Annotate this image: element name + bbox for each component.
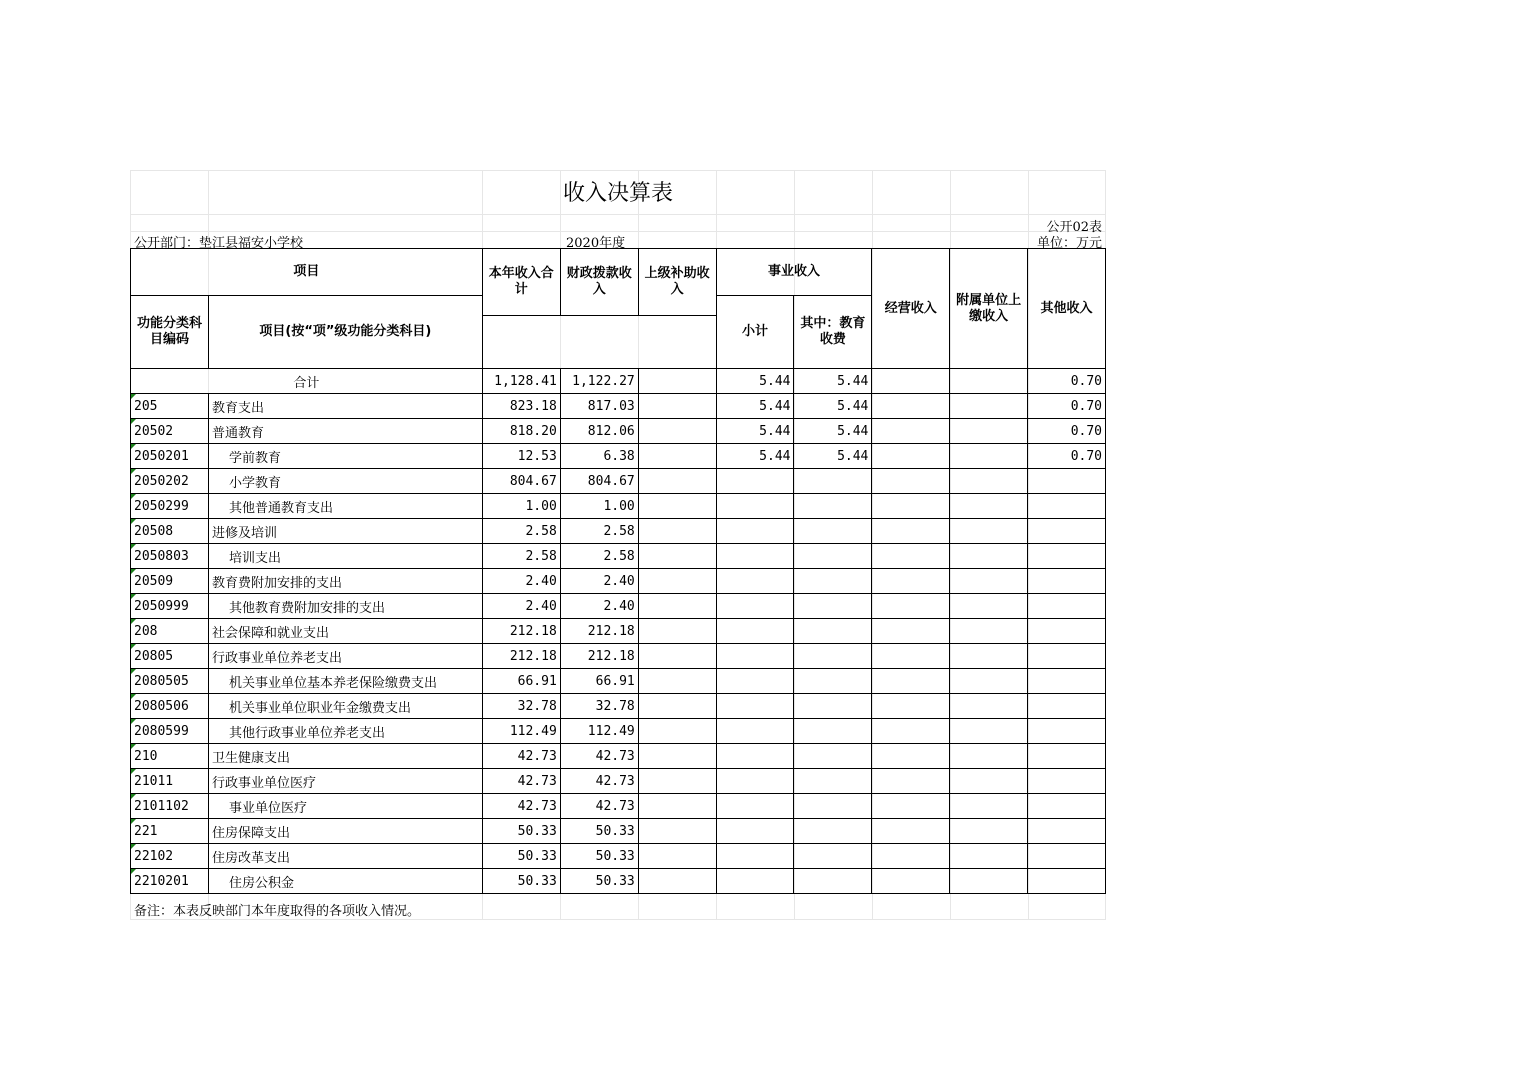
row-total: 818.20 <box>482 419 560 444</box>
row-total: 212.18 <box>482 619 560 644</box>
row-affiliated <box>950 619 1028 644</box>
row-name: 进修及培训 <box>208 519 482 544</box>
row-subtotal <box>716 544 794 569</box>
row-edu-fee: 5.44 <box>794 419 872 444</box>
table-row <box>131 419 1106 444</box>
row-name: 住房保障支出 <box>208 819 482 844</box>
total-superior <box>638 369 716 394</box>
row-superior <box>638 594 716 619</box>
row-total: 42.73 <box>482 744 560 769</box>
row-name: 行政事业单位医疗 <box>208 769 482 794</box>
row-subtotal <box>716 494 794 519</box>
row-fiscal: 112.49 <box>560 719 638 744</box>
row-total: 804.67 <box>482 469 560 494</box>
row-code: 2210201 <box>131 869 209 894</box>
row-other <box>1028 669 1106 694</box>
row-subtotal <box>716 619 794 644</box>
row-affiliated <box>950 719 1028 744</box>
row-code: 2080599 <box>131 719 209 744</box>
row-other: 0.70 <box>1028 394 1106 419</box>
row-subtotal: 5.44 <box>716 419 794 444</box>
table-header <box>131 249 1106 369</box>
row-operating <box>872 694 950 719</box>
row-affiliated <box>950 394 1028 419</box>
row-name: 其他行政事业单位养老支出 <box>208 719 482 744</box>
header-operating: 经营收入 <box>872 249 950 369</box>
row-name: 教育费附加安排的支出 <box>208 569 482 594</box>
row-superior <box>638 844 716 869</box>
row-operating <box>872 794 950 819</box>
row-code: 2050299 <box>131 494 209 519</box>
row-superior <box>638 669 716 694</box>
row-fiscal: 42.73 <box>560 794 638 819</box>
row-name: 机关事业单位基本养老保险缴费支出 <box>208 669 482 694</box>
row-affiliated <box>950 494 1028 519</box>
row-fiscal: 50.33 <box>560 819 638 844</box>
total-operating <box>872 369 950 394</box>
table-row <box>131 494 1106 519</box>
total-edu-fee: 5.44 <box>794 369 872 394</box>
row-affiliated <box>950 469 1028 494</box>
row-superior <box>638 569 716 594</box>
header-fiscal: 财政拨款收入 <box>560 249 638 316</box>
row-name: 其他普通教育支出 <box>208 494 482 519</box>
row-total: 212.18 <box>482 644 560 669</box>
row-affiliated <box>950 669 1028 694</box>
row-name: 事业单位医疗 <box>208 794 482 819</box>
row-name: 卫生健康支出 <box>208 744 482 769</box>
row-subtotal <box>716 569 794 594</box>
row-other <box>1028 844 1106 869</box>
total-subtotal: 5.44 <box>716 369 794 394</box>
row-affiliated <box>950 819 1028 844</box>
unit-label: 单位：万元 <box>1036 236 1102 251</box>
row-other: 0.70 <box>1028 419 1106 444</box>
row-superior <box>638 744 716 769</box>
row-total: 50.33 <box>482 844 560 869</box>
row-affiliated <box>950 844 1028 869</box>
row-edu-fee <box>794 494 872 519</box>
row-name: 培训支出 <box>208 544 482 569</box>
row-code: 221 <box>131 819 209 844</box>
year-label: 2020年度 <box>566 236 626 251</box>
table-row <box>131 394 1106 419</box>
row-other <box>1028 569 1106 594</box>
row-total: 12.53 <box>482 444 560 469</box>
row-superior <box>638 869 716 894</box>
row-other <box>1028 594 1106 619</box>
table-row <box>131 544 1106 569</box>
row-code: 208 <box>131 619 209 644</box>
header-project: 项目 <box>131 249 483 296</box>
row-total: 1.00 <box>482 494 560 519</box>
row-other <box>1028 769 1106 794</box>
row-fiscal: 6.38 <box>560 444 638 469</box>
row-name: 住房改革支出 <box>208 844 482 869</box>
total-row <box>131 369 1106 394</box>
total-total: 1,128.41 <box>482 369 560 394</box>
row-edu-fee <box>794 594 872 619</box>
row-fiscal: 804.67 <box>560 469 638 494</box>
row-affiliated <box>950 444 1028 469</box>
table-row <box>131 594 1106 619</box>
row-total: 42.73 <box>482 794 560 819</box>
row-edu-fee <box>794 844 872 869</box>
page-title: 收入决算表 <box>562 181 673 206</box>
row-code: 2050201 <box>131 444 209 469</box>
row-code: 21011 <box>131 769 209 794</box>
row-affiliated <box>950 419 1028 444</box>
row-operating <box>872 669 950 694</box>
row-fiscal: 2.40 <box>560 569 638 594</box>
total-affiliated <box>950 369 1028 394</box>
row-edu-fee <box>794 694 872 719</box>
row-other <box>1028 869 1106 894</box>
row-operating <box>872 719 950 744</box>
row-other <box>1028 744 1106 769</box>
header-career: 事业收入 <box>716 249 872 296</box>
row-fiscal: 2.58 <box>560 544 638 569</box>
table-row <box>131 469 1106 494</box>
table-row <box>131 444 1106 469</box>
row-operating <box>872 519 950 544</box>
row-operating <box>872 469 950 494</box>
row-fiscal: 817.03 <box>560 394 638 419</box>
row-subtotal <box>716 694 794 719</box>
row-code: 2050803 <box>131 544 209 569</box>
row-affiliated <box>950 869 1028 894</box>
row-affiliated <box>950 644 1028 669</box>
row-affiliated <box>950 794 1028 819</box>
row-total: 2.40 <box>482 594 560 619</box>
row-edu-fee <box>794 869 872 894</box>
header-total: 本年收入合计 <box>482 249 560 316</box>
row-total: 50.33 <box>482 869 560 894</box>
row-name: 教育支出 <box>208 394 482 419</box>
row-operating <box>872 444 950 469</box>
row-superior <box>638 394 716 419</box>
row-superior <box>638 769 716 794</box>
row-code: 2080506 <box>131 694 209 719</box>
row-operating <box>872 419 950 444</box>
row-code: 2050202 <box>131 469 209 494</box>
row-superior <box>638 519 716 544</box>
row-code: 22102 <box>131 844 209 869</box>
row-name: 小学教育 <box>208 469 482 494</box>
header-subtotal: 小计 <box>716 296 794 369</box>
row-name: 其他教育费附加安排的支出 <box>208 594 482 619</box>
row-operating <box>872 394 950 419</box>
row-subtotal <box>716 744 794 769</box>
row-operating <box>872 594 950 619</box>
row-edu-fee <box>794 769 872 794</box>
row-superior <box>638 444 716 469</box>
total-other: 0.70 <box>1028 369 1106 394</box>
row-total: 2.58 <box>482 544 560 569</box>
row-edu-fee <box>794 619 872 644</box>
table-row <box>131 644 1106 669</box>
row-total: 42.73 <box>482 769 560 794</box>
department-label: 公开部门：垫江县福安小学校 <box>134 236 304 251</box>
row-other <box>1028 494 1106 519</box>
row-name: 行政事业单位养老支出 <box>208 644 482 669</box>
gridline <box>130 214 1106 215</box>
row-name: 学前教育 <box>208 444 482 469</box>
row-subtotal: 5.44 <box>716 444 794 469</box>
row-code: 2050999 <box>131 594 209 619</box>
row-other <box>1028 719 1106 744</box>
row-affiliated <box>950 694 1028 719</box>
row-fiscal: 212.18 <box>560 644 638 669</box>
row-edu-fee: 5.44 <box>794 444 872 469</box>
row-edu-fee <box>794 719 872 744</box>
row-subtotal <box>716 644 794 669</box>
row-other <box>1028 469 1106 494</box>
row-superior <box>638 469 716 494</box>
form-code: 公开02表 <box>1046 220 1102 235</box>
table-body <box>131 369 1106 894</box>
row-fiscal: 1.00 <box>560 494 638 519</box>
row-code: 20805 <box>131 644 209 669</box>
row-code: 20508 <box>131 519 209 544</box>
row-other <box>1028 619 1106 644</box>
row-subtotal <box>716 769 794 794</box>
table-row <box>131 869 1106 894</box>
total-fiscal: 1,122.27 <box>560 369 638 394</box>
row-fiscal: 2.40 <box>560 594 638 619</box>
row-superior <box>638 494 716 519</box>
row-other: 0.70 <box>1028 444 1106 469</box>
table-row <box>131 519 1106 544</box>
row-subtotal <box>716 519 794 544</box>
row-other <box>1028 819 1106 844</box>
row-superior <box>638 544 716 569</box>
row-name: 机关事业单位职业年金缴费支出 <box>208 694 482 719</box>
row-fiscal: 2.58 <box>560 519 638 544</box>
row-fiscal: 212.18 <box>560 619 638 644</box>
total-label: 合计 <box>131 369 483 394</box>
row-operating <box>872 744 950 769</box>
table-row <box>131 569 1106 594</box>
header-name: 项目(按“项”级功能分类科目) <box>208 296 482 369</box>
row-code: 2101102 <box>131 794 209 819</box>
row-edu-fee <box>794 469 872 494</box>
row-subtotal <box>716 469 794 494</box>
row-edu-fee <box>794 744 872 769</box>
row-operating <box>872 619 950 644</box>
row-fiscal: 42.73 <box>560 744 638 769</box>
row-affiliated <box>950 569 1028 594</box>
table-note: 备注：本表反映部门本年度取得的各项收入情况。 <box>134 904 421 919</box>
table-row <box>131 744 1106 769</box>
row-superior <box>638 719 716 744</box>
row-name: 住房公积金 <box>208 869 482 894</box>
gridline <box>130 919 1106 920</box>
row-other <box>1028 644 1106 669</box>
row-other <box>1028 544 1106 569</box>
row-other <box>1028 519 1106 544</box>
header-other: 其他收入 <box>1028 249 1106 369</box>
row-total: 2.58 <box>482 519 560 544</box>
row-subtotal <box>716 669 794 694</box>
table-row <box>131 694 1106 719</box>
row-superior <box>638 794 716 819</box>
row-total: 66.91 <box>482 669 560 694</box>
row-edu-fee <box>794 819 872 844</box>
row-total: 823.18 <box>482 394 560 419</box>
row-total: 50.33 <box>482 819 560 844</box>
row-affiliated <box>950 519 1028 544</box>
row-operating <box>872 769 950 794</box>
row-total: 112.49 <box>482 719 560 744</box>
row-fiscal: 812.06 <box>560 419 638 444</box>
row-superior <box>638 819 716 844</box>
row-other <box>1028 794 1106 819</box>
header-code: 功能分类科目编码 <box>131 296 209 369</box>
row-fiscal: 66.91 <box>560 669 638 694</box>
row-name: 社会保障和就业支出 <box>208 619 482 644</box>
row-edu-fee <box>794 669 872 694</box>
row-superior <box>638 644 716 669</box>
row-operating <box>872 644 950 669</box>
row-affiliated <box>950 544 1028 569</box>
row-fiscal: 42.73 <box>560 769 638 794</box>
row-subtotal <box>716 594 794 619</box>
row-superior <box>638 619 716 644</box>
table-row <box>131 669 1106 694</box>
row-code: 2080505 <box>131 669 209 694</box>
table-row <box>131 719 1106 744</box>
spreadsheet-sheet <box>130 170 1106 920</box>
row-other <box>1028 694 1106 719</box>
row-edu-fee <box>794 544 872 569</box>
table-row <box>131 844 1106 869</box>
header-edu-fee: 其中：教育收费 <box>794 296 872 369</box>
row-operating <box>872 494 950 519</box>
row-total: 32.78 <box>482 694 560 719</box>
row-superior <box>638 419 716 444</box>
row-subtotal <box>716 869 794 894</box>
table-row <box>131 794 1106 819</box>
row-subtotal <box>716 819 794 844</box>
row-edu-fee: 5.44 <box>794 394 872 419</box>
row-operating <box>872 819 950 844</box>
row-edu-fee <box>794 644 872 669</box>
row-operating <box>872 569 950 594</box>
row-edu-fee <box>794 569 872 594</box>
table-row <box>131 769 1106 794</box>
row-operating <box>872 844 950 869</box>
header-spacer <box>482 316 716 369</box>
row-affiliated <box>950 769 1028 794</box>
header-affiliated: 附属单位上缴收入 <box>950 249 1028 369</box>
row-subtotal <box>716 794 794 819</box>
row-superior <box>638 694 716 719</box>
row-operating <box>872 544 950 569</box>
row-name: 普通教育 <box>208 419 482 444</box>
row-code: 20509 <box>131 569 209 594</box>
row-code: 210 <box>131 744 209 769</box>
row-operating <box>872 869 950 894</box>
header-superior: 上级补助收入 <box>638 249 716 316</box>
row-fiscal: 50.33 <box>560 869 638 894</box>
table-row <box>131 819 1106 844</box>
row-affiliated <box>950 594 1028 619</box>
row-fiscal: 50.33 <box>560 844 638 869</box>
row-subtotal: 5.44 <box>716 394 794 419</box>
row-total: 2.40 <box>482 569 560 594</box>
row-fiscal: 32.78 <box>560 694 638 719</box>
table-row <box>131 619 1106 644</box>
row-subtotal <box>716 844 794 869</box>
row-edu-fee <box>794 794 872 819</box>
gridline <box>130 170 1106 171</box>
row-affiliated <box>950 744 1028 769</box>
row-edu-fee <box>794 519 872 544</box>
row-subtotal <box>716 719 794 744</box>
row-code: 20502 <box>131 419 209 444</box>
income-table <box>130 248 1106 894</box>
row-code: 205 <box>131 394 209 419</box>
